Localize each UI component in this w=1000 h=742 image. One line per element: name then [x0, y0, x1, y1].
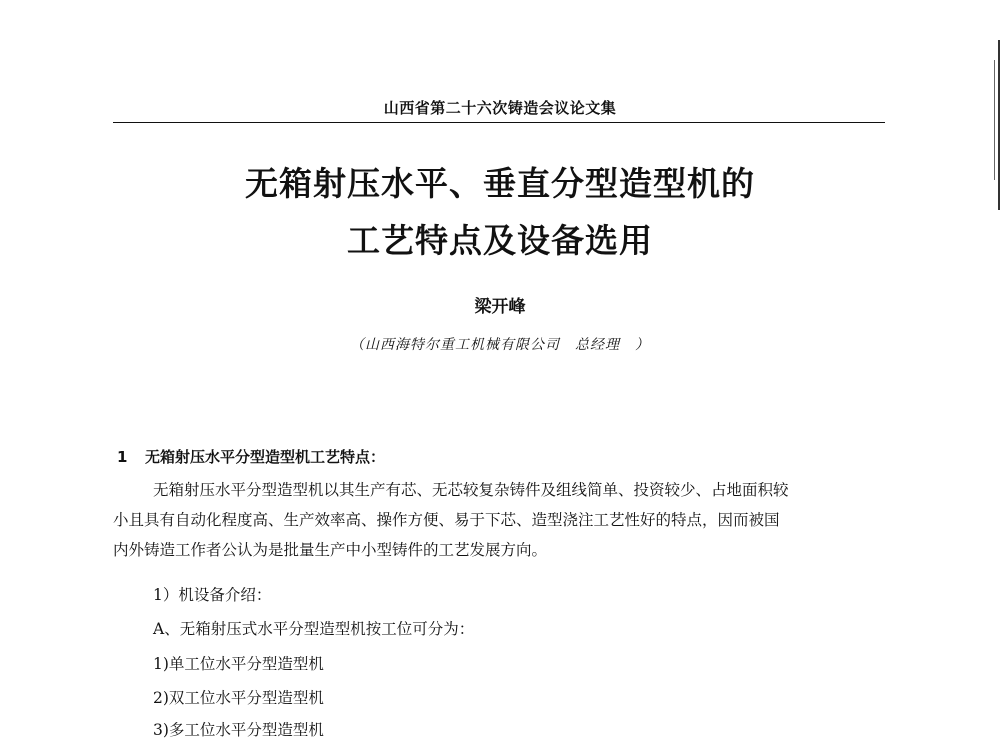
list-item: 2)双工位水平分型造型机 [153, 689, 324, 707]
section-number: 1 [117, 448, 128, 466]
paper-title-line-1: 无箱射压水平、垂直分型造型机的 [245, 164, 755, 203]
section-heading-text: 无箱射压水平分型造型机工艺特点： [145, 448, 386, 466]
running-header: 山西省第二十六次铸造会议论文集 [383, 99, 617, 117]
section-heading [117, 446, 385, 467]
paper-title-line-2: 工艺特点及设备选用 [347, 221, 653, 260]
author-name: 梁开峰 [474, 297, 526, 317]
list-item: 1）机设备介绍： [153, 586, 272, 604]
paragraph-line: 小且具有自动化程度高、生产效率高、操作方便、易于下芯、造型浇注工艺性好的特点，因而被国 [113, 511, 780, 529]
paragraph-line: 内外铸造工作者公认为是批量生产中小型铸件的工艺发展方向。 [113, 541, 548, 559]
paragraph-line: 无箱射压水平分型造型机以其生产有芯、无芯较复杂铸件及组线简单、投资较少、占地面积较 [153, 481, 789, 499]
list-item: 3)多工位水平分型造型机 [153, 721, 324, 739]
list-item: 1)单工位水平分型造型机 [153, 655, 324, 673]
author-affiliation: （山西海特尔重工机械有限公司 总经理 ） [350, 337, 650, 353]
header-rule [113, 122, 885, 123]
list-item: A、无箱射压式水平分型造型机按工位可分为： [153, 620, 475, 638]
